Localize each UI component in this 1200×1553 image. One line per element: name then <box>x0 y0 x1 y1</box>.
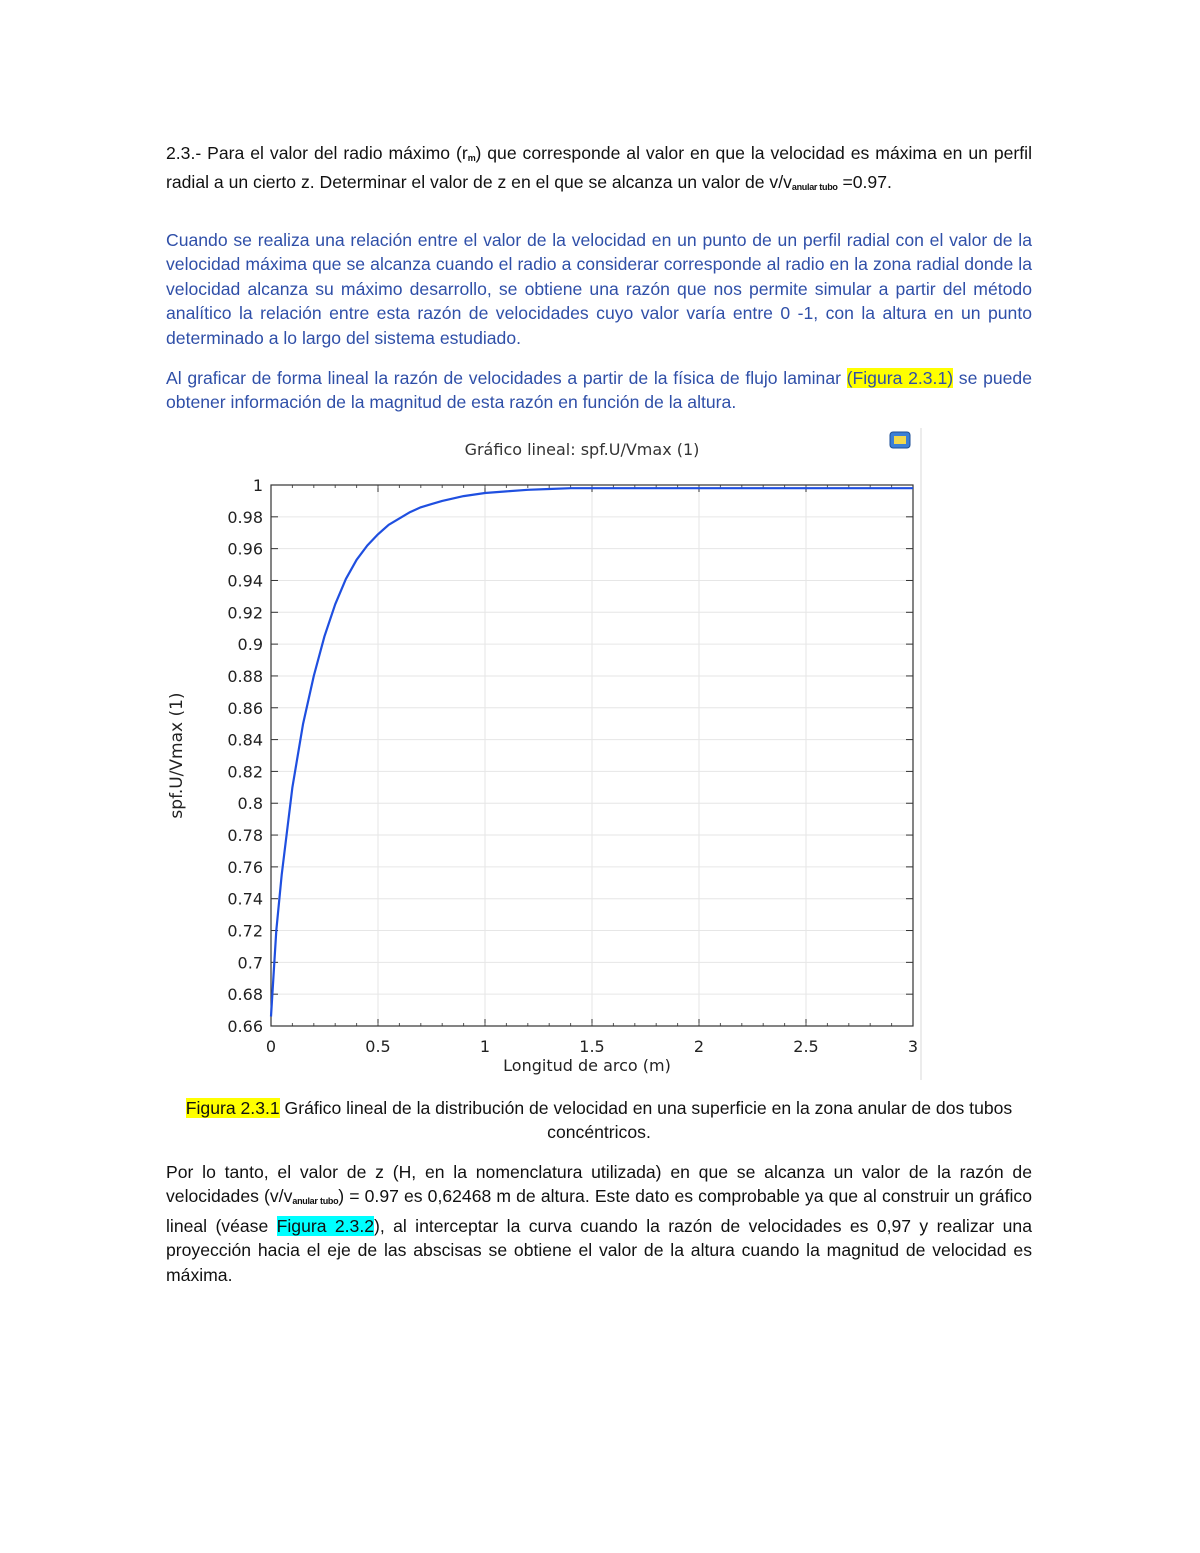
y-tick-label: 0.92 <box>227 603 263 623</box>
y-tick-label: 1 <box>252 476 263 495</box>
y-tick-label: 0.8 <box>237 794 263 814</box>
figure-ref-2-3-1[interactable]: (Figura 2.3.1) <box>846 368 954 388</box>
y-tick-label: 0.94 <box>227 571 263 591</box>
paragraph-3-subscript: anular tubo <box>292 1196 339 1207</box>
chart-title: Gráfico lineal: spf.U/Vmax (1) <box>464 440 700 459</box>
x-tick-label: 2 <box>693 1037 705 1056</box>
paragraph-1-text: Cuando se realiza una relación entre el valor de la velocidad en un punto de un perfil radial con el valor de la velocidad máxima que se alcanza cuando el radio a considerar corresponde al radio en la zona radial donde la velocidad alcanza su máximo desarrollo, se obtiene una razón que nos permite simular a partir del método analítico la relación entre esta razón de velocidades cuyo valor varía entre 0 -1, con la altura en un punto determinado a lo largo del sistema estudiado. <box>166 230 1032 348</box>
y-tick-label: 0.9 <box>237 635 263 655</box>
figure-ref-2-3-2[interactable]: Figura 2.3.2 <box>276 1215 374 1236</box>
caption-label: Figura 2.3.1 <box>185 1098 280 1118</box>
y-tick-label: 0.82 <box>227 762 263 782</box>
y-tick-label: 0.66 <box>227 1017 263 1036</box>
y-tick-label: 0.96 <box>227 539 263 559</box>
y-tick-label: 0.68 <box>227 985 263 1005</box>
x-tick-label: 0.5 <box>365 1037 391 1056</box>
y-tick-label: 0.78 <box>227 826 263 846</box>
heading-subscript-m: m <box>467 153 476 163</box>
paragraph-2 <box>166 366 1032 415</box>
section-heading <box>166 141 1032 200</box>
paragraph-2-text: Al graficar de forma lineal la razón de velocidades a partir de la física de flujo laminar <box>166 368 847 388</box>
paragraph-3-text-1: Por lo tanto, el valor de z (H, en la nomenclatura utilizada) en que se alcanza un valor de la razón de velocidades (v/v <box>166 1162 1032 1207</box>
caption-text: Gráfico lineal de la distribución de velocidad en una superficie en la zona anular de dos tubos concéntricos. <box>279 1098 1013 1143</box>
y-tick-label: 0.7 <box>237 953 263 973</box>
x-tick-label: 1.5 <box>579 1037 605 1056</box>
x-axis-label: Longitud de arco (m) <box>503 1056 671 1075</box>
plot-settings-icon-inner <box>894 436 906 444</box>
heading-text-pre: 2.3.- Para el valor del radio máximo (r <box>166 143 468 163</box>
y-axis-label: spf.U/Vmax (1) <box>167 692 187 819</box>
x-tick-label: 1 <box>479 1037 491 1056</box>
y-tick-label: 0.74 <box>227 889 263 909</box>
paragraph-3-text-3: ), al interceptar la curva cuando la razón de velocidades es 0,97 y realizar una proyección hacia el eje de las abscisas se obtiene el valor de la altura cuando la magnitud de velocidad es máxima. <box>166 1215 1032 1285</box>
line-chart <box>160 428 930 1080</box>
y-tick-label: 0.76 <box>227 857 263 877</box>
y-tick-label: 0.88 <box>227 666 263 686</box>
heading-text-post: =0.97. <box>837 172 892 193</box>
figure-caption <box>166 1096 1032 1145</box>
paragraph-2-text-after: se puede obtener información de la magnitud de esta razón en función de la altura. <box>166 368 1032 413</box>
x-tick-label: 3 <box>907 1037 919 1056</box>
paragraph-3 <box>166 1160 1032 1287</box>
y-tick-label: 0.86 <box>227 698 263 718</box>
x-tick-label: 2.5 <box>793 1037 819 1056</box>
heading-text-mid: ) que corresponde al valor en que la velocidad es máxima en un perfil radial a un cierto z. Determinar el valor de z en el que se alcanza un valor de v/v <box>166 143 1032 193</box>
paragraph-3-text-2: ) = 0.97 es 0,62468 m de altura. Este dato es comprobable ya que al construir un gráfico lineal (véase <box>166 1186 1032 1236</box>
x-tick-label: 0 <box>265 1037 277 1056</box>
y-tick-label: 0.84 <box>227 730 263 750</box>
y-tick-label: 0.98 <box>227 507 263 527</box>
y-tick-label: 0.72 <box>227 921 263 941</box>
paragraph-1 <box>166 228 1032 350</box>
heading-subscript-anular: anular tubo <box>791 182 838 193</box>
